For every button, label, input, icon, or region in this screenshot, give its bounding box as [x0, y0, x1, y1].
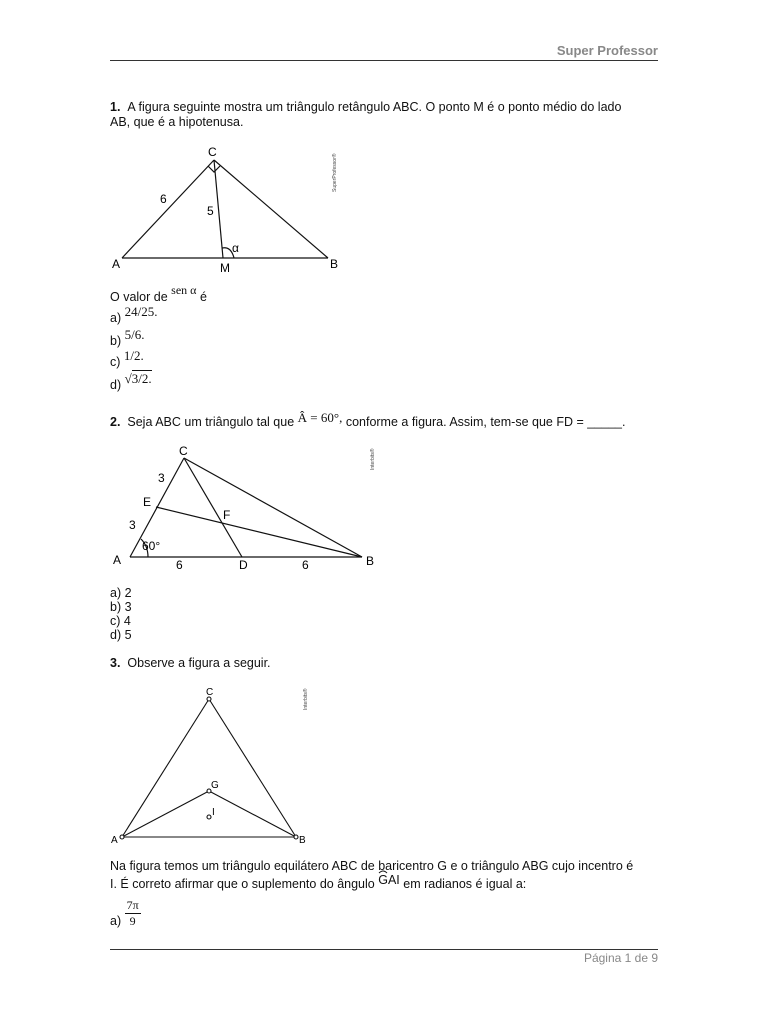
q1-label-a: A: [112, 257, 121, 271]
q1-option-a[interactable]: [110, 304, 158, 325]
question-2-text: [110, 410, 658, 430]
q3-option-a-denominator: 9: [129, 914, 136, 928]
question-1-statement: A figura seguinte mostra um triângulo retângulo ABC. O ponto M é o ponto médio do lado: [127, 100, 622, 114]
q3-segment-ag: [122, 791, 209, 837]
question-2-number: 2.: [110, 415, 121, 429]
figure-q2: [110, 440, 380, 580]
q1-option-b-value: 5/6.: [124, 327, 145, 342]
header-title: Super Professor: [556, 43, 658, 58]
q3-label-a: A: [111, 835, 118, 846]
question-3-text: [110, 656, 658, 671]
question-3-number: 3.: [110, 656, 121, 670]
q1-label-b: B: [330, 257, 339, 271]
q1-option-d-letter: d): [110, 378, 122, 392]
q2-label-ea: 3: [129, 518, 136, 532]
q3-statement: Observe a figura a seguir.: [127, 656, 271, 670]
q3-point-a: [120, 835, 124, 839]
q1-option-b-letter: b): [110, 334, 122, 348]
q2-math: Â = 60°,: [297, 410, 343, 425]
q3-option-a-fraction: [125, 898, 141, 929]
q1-segment-ac: [122, 160, 214, 258]
q1-option-c-value: 1/2.: [123, 348, 144, 363]
q2-option-b[interactable]: b) 3: [110, 600, 132, 614]
q2-option-a[interactable]: a) 2: [110, 586, 132, 600]
q1-option-c-letter: c): [110, 355, 121, 369]
q3-body-line2: [110, 873, 658, 892]
q2-watermark: Interbits®: [370, 448, 376, 470]
angle-hat-icon: [378, 869, 388, 874]
question-1-prompt: [110, 283, 207, 305]
header-rule: [110, 60, 658, 61]
q3-point-i: [207, 815, 211, 819]
q3-label-g: G: [211, 780, 219, 791]
sqrt-icon: √: [124, 371, 132, 386]
q1-option-a-value: 24/25.: [124, 304, 158, 319]
q3-segment-cb: [209, 699, 296, 837]
q3-angle-text: GAI: [378, 873, 400, 887]
q3-body-line1: Na figura temos um triângulo equilátero ABC de baricentro G e o triângulo ABG cujo incentro é: [110, 859, 634, 873]
q2-label-b: B: [366, 554, 375, 568]
footer-rule: [110, 949, 658, 950]
q3-label-c: C: [206, 687, 214, 698]
q3-label-b: B: [299, 835, 306, 846]
q1-prompt-math: sen α: [171, 283, 197, 297]
q2-text-post: conforme a figura. Assim, tem-se que FD = _____.: [345, 415, 626, 429]
q2-label-a: A: [113, 553, 122, 567]
q2-option-c[interactable]: c) 4: [110, 614, 131, 628]
q1-label-m: M: [220, 261, 230, 275]
q3-point-b: [294, 835, 298, 839]
q2-label-db: 6: [302, 558, 309, 572]
q2-segment-cd: [184, 458, 242, 557]
q3-segment-ac: [122, 699, 209, 837]
q2-label-angle: 60°: [142, 539, 161, 553]
q2-label-c: C: [179, 444, 188, 458]
q2-options: [110, 586, 132, 642]
q3-angle-gai: [378, 873, 400, 887]
question-1-number: 1.: [110, 100, 121, 114]
q1-label-alpha: α: [232, 241, 239, 255]
q2-label-ad: 6: [176, 558, 183, 572]
q1-label-side-ac: 6: [160, 192, 167, 206]
q1-option-c[interactable]: [110, 348, 144, 369]
footer-page-number: Página 1 de 9: [583, 951, 658, 965]
q1-option-b[interactable]: [110, 327, 145, 348]
q3-option-a-letter: a): [110, 914, 122, 928]
q2-option-d[interactable]: d) 5: [110, 628, 132, 642]
q2-text-pre: Seja ABC um triângulo tal que: [127, 415, 295, 429]
q2-segment-eb: [156, 507, 362, 557]
q3-segment-gb: [209, 791, 296, 837]
q3-body-line2-pre: I. É correto afirmar que o suplemento do ângulo: [110, 877, 375, 891]
q3-label-i: I: [212, 807, 215, 818]
q2-label-d: D: [239, 558, 248, 572]
q3-option-a-numerator: 7π: [126, 898, 139, 912]
q1-label-c: C: [208, 145, 217, 159]
q1-right-angle-mark: [208, 166, 220, 172]
q1-watermark: SuperProfessor®: [332, 153, 338, 192]
q2-label-ce: 3: [158, 471, 165, 485]
q1-option-a-letter: a): [110, 311, 122, 325]
figure-q3: [110, 682, 315, 847]
q1-option-d[interactable]: [110, 371, 152, 392]
q3-watermark: Interbits®: [303, 688, 309, 710]
q2-label-e: E: [143, 495, 152, 509]
q1-option-d-radicand: 3/2.: [131, 371, 152, 386]
q2-label-f: F: [223, 508, 231, 522]
q1-segment-cm: [214, 160, 223, 258]
figure-q1: [110, 142, 360, 277]
q1-prompt-post: é: [199, 290, 207, 304]
q1-label-side-cm: 5: [207, 204, 214, 218]
q2-segment-cb: [184, 458, 362, 557]
q1-prompt-pre: O valor de: [110, 290, 168, 304]
question-1-text: [110, 100, 658, 130]
question-1-line1: [110, 100, 658, 115]
q1-option-d-value: [125, 371, 152, 386]
q3-option-a[interactable]: [110, 898, 141, 929]
q3-body-line2-post: em radianos é igual a:: [403, 877, 527, 891]
question-3-body: [110, 859, 658, 892]
question-1-line2: AB, que é a hipotenusa.: [110, 115, 244, 129]
